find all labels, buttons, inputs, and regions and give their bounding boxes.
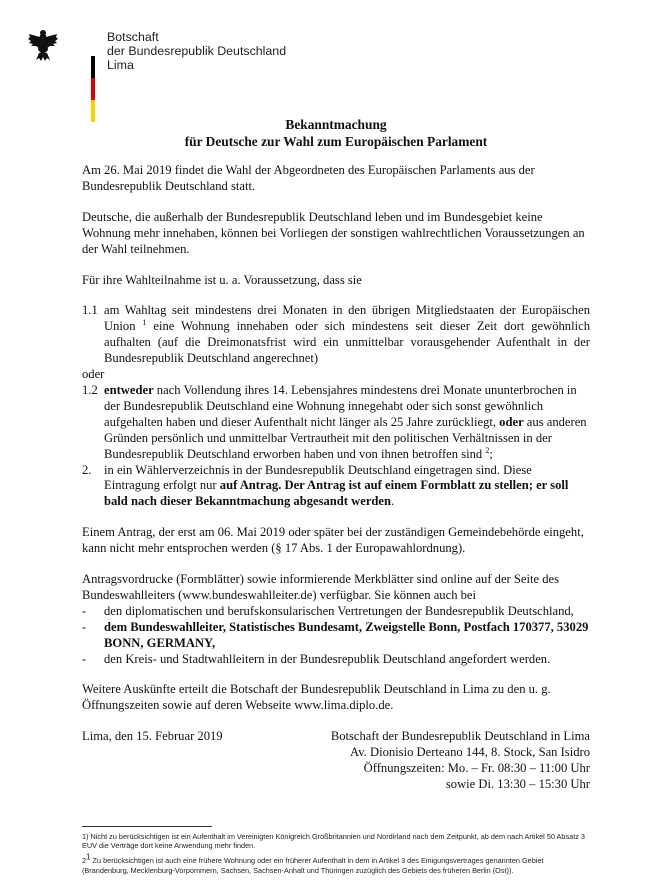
condition-text: aus anderen Gründen persönlich und unmittelbar Vertrautheit mit den politischen Verhältnissen in der Bundesrepublik Deutschland erworben haben und von ihnen betroffen sind — [104, 414, 587, 461]
list-dash: - — [82, 651, 87, 666]
footnote-ref: 2 — [485, 445, 490, 455]
list-item-text: den Kreis- und Stadtwahlleitern in der Bundesrepublik Deutschland angefordert werden. — [104, 651, 551, 666]
federal-eagle-icon — [28, 28, 58, 62]
address-line: Botschaft der Bundesrepublik Deutschland in Lima — [330, 729, 590, 744]
condition-text: nach Vollendung ihres 14. Lebensjahres mindestens drei Monate ununterbrochen in der Bundesrepublik Deutschland eine Wohnung innegehabt oder sich sonst gewöhnlich aufgehalten haben und dieser Aufenthalt nicht länger als 25 Jahre zurückliegt, — [104, 382, 577, 429]
condition-1-2 — [82, 383, 590, 463]
footnote-2 — [82, 852, 592, 875]
embassy-name — [107, 30, 286, 72]
conjunction-oder: oder — [82, 367, 105, 382]
paragraph-election-date: Am 26. Mai 2019 findet die Wahl der Abgeordneten des Europäischen Parlaments aus der Bundesrepublik Deutschland statt. — [82, 163, 535, 193]
footnote-divider — [82, 826, 212, 827]
opening-hours: sowie Di. 13:30 – 15:30 Uhr — [445, 777, 590, 791]
paragraph-eligibility: Deutsche, die außerhalb der Bundesrepublik Deutschland leben und im Bundesgebiet keine Wohnung mehr innehaben, können bei Vorliegen der sonstigen wahlrechtlichen Voraussetzungen an der Wahl teilnehmen. — [82, 209, 585, 256]
condition-text: eine Wohnung innehaben oder sich mindestens seit dieser Zeit dort gewöhnlich aufhalten (auf die Dreimonatsfrist wird ein unmittelbar vorausgehender Aufenthalt in der Bundesrepublik Deutschland angerechnet) — [104, 319, 590, 366]
flag-stripe-red — [91, 78, 95, 100]
announcement-title — [82, 116, 590, 150]
title-line-1: Bekanntmachung — [285, 117, 387, 132]
flag-bar — [91, 56, 95, 122]
embassy-address — [331, 729, 590, 793]
footnotes — [82, 832, 592, 881]
condition-2 — [82, 463, 590, 511]
org-line-2: der Bundesrepublik Deutschland — [107, 44, 287, 58]
signature-block — [82, 729, 590, 793]
footnote-sup: 1 — [86, 852, 91, 862]
list-dash: - — [82, 603, 87, 618]
org-line-1: Botschaft — [107, 30, 159, 44]
list-item — [82, 604, 590, 620]
paragraph-contact: Weitere Auskünfte erteilt die Botschaft der Bundesrepublik Deutschland in Lima zu den u. g. Öffnungszeiten sowie auf deren Webseite www.lima.diplo.de. — [82, 682, 551, 713]
org-line-3: Lima — [107, 58, 134, 72]
place-date: Lima, den 15. Februar 2019 — [82, 729, 223, 744]
condition-text: ; — [489, 446, 493, 461]
condition-text: . — [391, 494, 395, 509]
bold-application-note: auf Antrag. Der Antrag ist auf einem Formblatt zu stellen; er soll bald nach dieser Bekanntmachung abgesandt werden — [104, 478, 569, 509]
condition-1-1 — [82, 303, 590, 367]
list-item — [82, 620, 590, 652]
footnote-number: 2 — [82, 856, 87, 866]
footnote-ref: 1 — [142, 318, 147, 328]
footnote-1: 1) Nicht zu berücksichtigen ist ein Aufenthalt im Vereinigten Königreich Großbritannien und Nordirland nach dem Zeitpunkt, ab dem nach Artikel 50 Absatz 3 EUV die Verträge dort keine Anwendung mehr finden. — [82, 832, 585, 851]
title-line-2: für Deutsche zur Wahl zum Europäischen Parlament — [184, 134, 488, 149]
condition-text: in ein Wählerverzeichnis in der Bundesrepublik Deutschland eingetragen sind. Diese Eintragung erfolgt nur — [104, 462, 532, 493]
condition-text: am Wahltag seit mindestens drei Monaten in den übrigen Mitgliedstaaten der Europäischen Union — [104, 303, 590, 334]
address-line: Av. Dionisio Derteano 144, 8. Stock, San Isidro — [350, 745, 590, 760]
bold-oder: oder — [499, 414, 524, 429]
paragraph-requirement-intro: Für ihre Wahlteilnahme ist u. a. Voraussetzung, dass sie — [82, 272, 362, 287]
announcement-body — [82, 116, 590, 793]
footnote-text: Zu berücksichtigen ist auch eine frühere Wohnung oder ein früherer Aufenthalt in dem in Artikel 3 des Einigungsvertrages genannten Gebiet (Brandenburg, Mecklenburg-Vorpommern, Sachsen, Sachsen-Anhalt und Thüringen zuzüglich des Gebiets des früheren Berlin (Ost)). — [82, 856, 544, 875]
paragraph-deadline: Einem Antrag, der erst am 06. Mai 2019 oder später bei der zuständigen Gemeindebehörde eingeht, kann nicht mehr entsprochen werden (§ 17 Abs. 1 der Europawahlordnung). — [82, 525, 584, 556]
opening-hours: Öffnungszeiten: Mo. – Fr. 08:30 – 11:00 Uhr — [363, 761, 590, 776]
list-item — [82, 652, 590, 668]
list-dash: - — [82, 619, 87, 634]
condition-number: 1.2 — [82, 382, 98, 397]
paragraph-forms: Antragsvordrucke (Formblätter) sowie informierende Merkblätter sind online auf der Seite des Bundeswahlleiters (www.bundeswahlleiter.de) verfügbar. Sie können auch bei — [82, 572, 560, 602]
condition-number: 1.1 — [82, 303, 98, 318]
condition-number: 2. — [82, 462, 92, 477]
list-item-text: den diplomatischen und berufskonsularischen Vertretungen der Bundesrepublik Deutschland, — [104, 603, 574, 618]
flag-stripe-black — [91, 56, 95, 78]
bold-entweder: entweder — [104, 382, 154, 397]
list-item-text: dem Bundeswahlleiter, Statistisches Bundesamt, Zweigstelle Bonn, Postfach 170377, 53029 BONN, GERMANY, — [104, 619, 589, 650]
